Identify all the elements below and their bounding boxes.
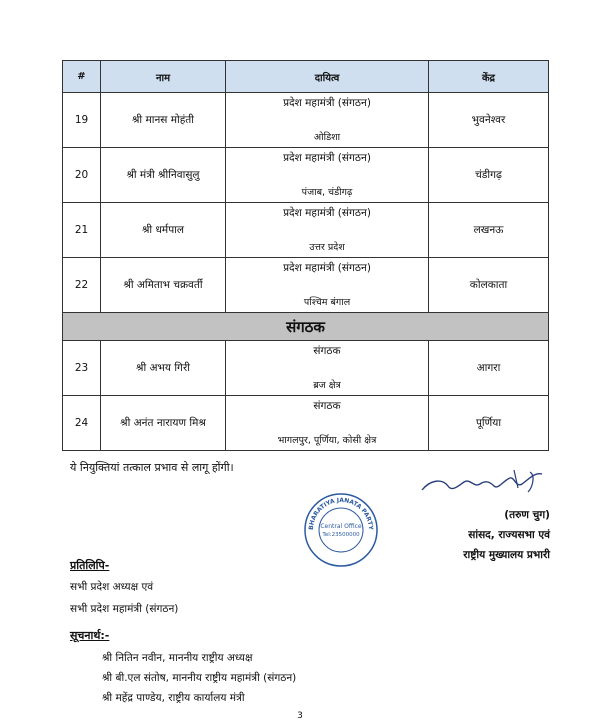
row-duty bbox=[226, 396, 429, 451]
row-name: श्री मंत्री श्रीनिवासुलु bbox=[101, 148, 226, 203]
info-line: श्री महेंद्र पाण्डेय, राष्ट्रीय कार्यालय मंत्री bbox=[102, 692, 245, 704]
row-name: श्री मानस मोहंती bbox=[101, 93, 226, 148]
signatory-title-1: सांसद, राज्यसभा एवं bbox=[468, 529, 550, 541]
effective-note: ये नियुक्तियां तत्काल प्रभाव से लागू होंगी। bbox=[70, 461, 234, 474]
signatory-block bbox=[400, 505, 550, 565]
row-center: पूर्णिया bbox=[429, 396, 549, 451]
duty-title: प्रदेश महामंत्री (संगठन) bbox=[283, 97, 371, 109]
row-name: श्री अमिताभ चक्रवर्ती bbox=[101, 258, 226, 313]
stamp-party-text: BHARATIYA JANATA PARTY bbox=[307, 496, 375, 531]
row-name: श्री अनंत नारायण मिश्र bbox=[101, 396, 226, 451]
row-number: 23 bbox=[63, 341, 101, 396]
duty-title: प्रदेश महामंत्री (संगठन) bbox=[283, 152, 371, 164]
row-center: कोलकाता bbox=[429, 258, 549, 313]
signatory-title-2: राष्ट्रीय मुख्यालय प्रभारी bbox=[463, 549, 550, 561]
duty-region: भागलपुर, पूर्णिया, कोसी क्षेत्र bbox=[277, 435, 377, 446]
copy-heading: प्रतिलिपि- bbox=[70, 559, 110, 572]
duty-region: पंजाब, चंडीगढ़ bbox=[301, 187, 353, 198]
table-row bbox=[63, 341, 549, 396]
row-number: 19 bbox=[63, 93, 101, 148]
row-duty bbox=[226, 148, 429, 203]
table-row bbox=[63, 93, 549, 148]
table-row bbox=[63, 396, 549, 451]
duty-title: प्रदेश महामंत्री (संगठन) bbox=[283, 262, 371, 274]
duty-region: उत्तर प्रदेश bbox=[309, 242, 345, 253]
row-center: चंडीगढ़ bbox=[429, 148, 549, 203]
appointments-table bbox=[62, 60, 549, 451]
info-line: श्री नितिन नवीन, माननीय राष्ट्रीय अध्यक्ष bbox=[102, 652, 253, 664]
row-duty bbox=[226, 203, 429, 258]
duty-region: ओडिशा bbox=[313, 132, 341, 143]
row-duty bbox=[226, 258, 429, 313]
duty-region: ब्रज क्षेत्र bbox=[313, 380, 341, 391]
signatory-name: (तरुण चुग) bbox=[504, 509, 550, 521]
copy-line: सभी प्रदेश महामंत्री (संगठन) bbox=[70, 603, 179, 615]
table-row bbox=[63, 258, 549, 313]
row-duty bbox=[226, 93, 429, 148]
row-center: लखनऊ bbox=[429, 203, 549, 258]
header-name: नाम bbox=[101, 61, 226, 93]
row-name: श्री अभय गिरी bbox=[101, 341, 226, 396]
row-number: 21 bbox=[63, 203, 101, 258]
page-number: 3 bbox=[297, 711, 303, 721]
table-row bbox=[63, 203, 549, 258]
info-heading: सूचनार्थ:- bbox=[70, 629, 110, 642]
table-header-row bbox=[63, 61, 549, 93]
party-stamp bbox=[303, 492, 379, 568]
header-number: # bbox=[63, 61, 101, 93]
duty-region: पश्चिम बंगाल bbox=[303, 297, 351, 308]
section-title: संगठक bbox=[63, 313, 549, 341]
row-name: श्री धर्मपाल bbox=[101, 203, 226, 258]
row-number: 24 bbox=[63, 396, 101, 451]
row-number: 22 bbox=[63, 258, 101, 313]
section-row bbox=[63, 313, 549, 341]
row-duty bbox=[226, 341, 429, 396]
row-center: भुवनेश्वर bbox=[429, 93, 549, 148]
table-row bbox=[63, 148, 549, 203]
copy-line: सभी प्रदेश अध्यक्ष एवं bbox=[70, 581, 154, 593]
row-center: आगरा bbox=[429, 341, 549, 396]
duty-title: संगठक bbox=[313, 400, 341, 412]
duty-title: प्रदेश महामंत्री (संगठन) bbox=[283, 207, 371, 219]
stamp-office-text: Central Office bbox=[320, 523, 362, 530]
row-number: 20 bbox=[63, 148, 101, 203]
stamp-tel-text: Tel:23500000 bbox=[322, 532, 360, 538]
duty-title: संगठक bbox=[313, 345, 341, 357]
handwritten-signature bbox=[418, 466, 548, 500]
header-center: केंद्र bbox=[429, 61, 549, 93]
header-duty: दायित्व bbox=[226, 61, 429, 93]
info-line: श्री बी.एल संतोष, माननीय राष्ट्रीय महामंत्री (संगठन) bbox=[102, 672, 297, 684]
